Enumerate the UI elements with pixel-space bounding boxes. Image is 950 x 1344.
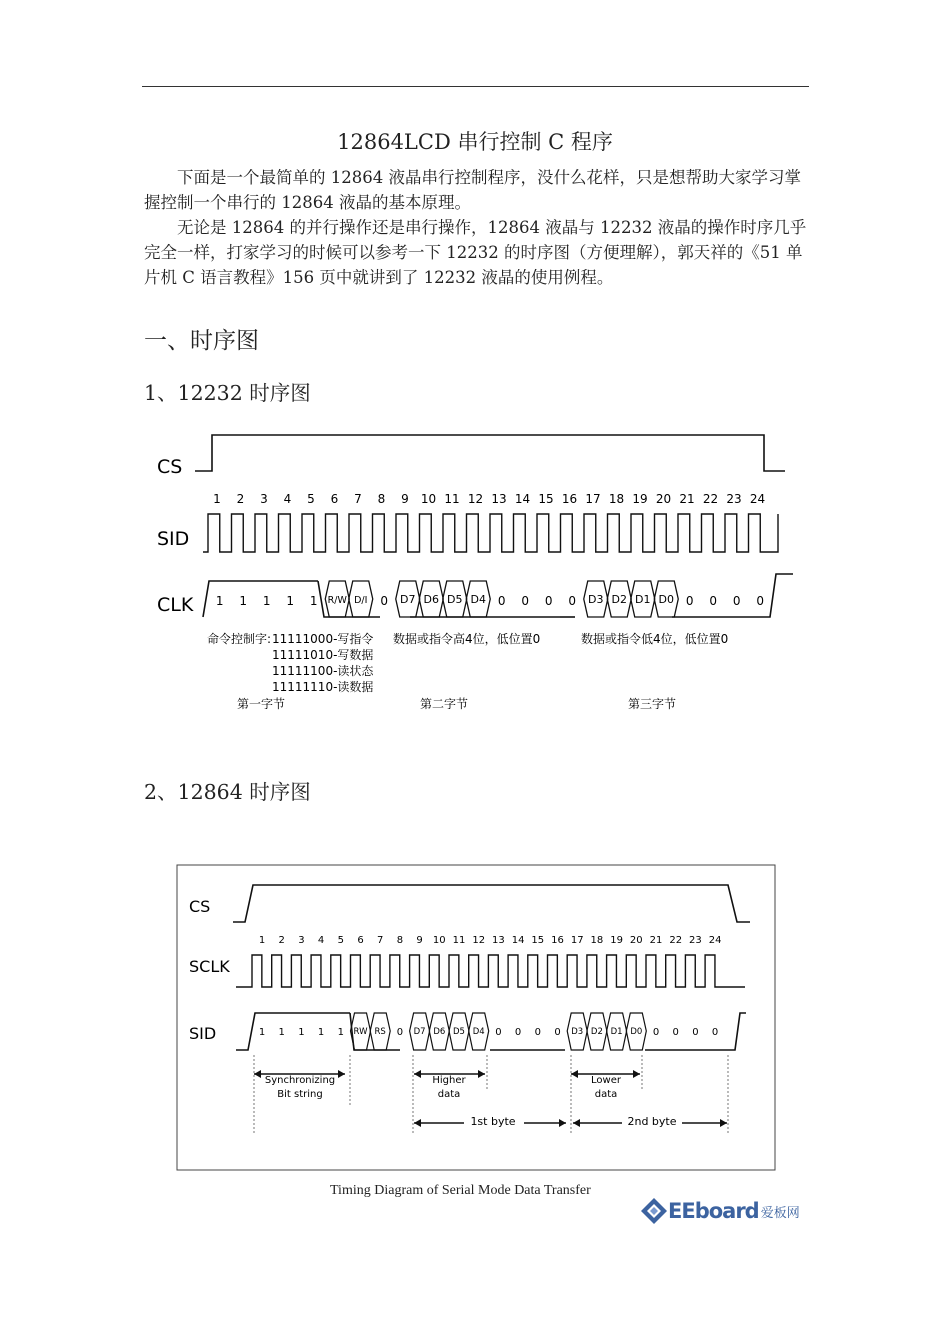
- clock-number: 1: [213, 492, 221, 506]
- byte1-label: 1st byte: [470, 1115, 516, 1128]
- high-bits-note: 数据或指令高4位，低位置0: [393, 632, 541, 646]
- clock-number: 22: [702, 492, 719, 506]
- figure-caption: Timing Diagram of Serial Mode Data Transfer: [330, 1183, 591, 1198]
- clock-number: 7: [354, 492, 362, 506]
- clock-number: 1: [258, 935, 266, 946]
- bit-label: 0: [495, 1027, 502, 1038]
- clock-number: 22: [669, 935, 683, 946]
- sid-data-start: [236, 1013, 350, 1050]
- higher-arrow-head-right: [478, 1070, 485, 1078]
- bit-label: RW: [353, 1027, 368, 1037]
- bit-label: D6: [423, 593, 439, 606]
- clock-number: 9: [401, 492, 409, 506]
- clock-number: 10: [420, 492, 437, 506]
- logo-text: EEboard: [668, 1199, 759, 1223]
- bit-label: 0: [672, 1027, 679, 1038]
- clock-number: 9: [416, 935, 423, 946]
- clock-number: 4: [317, 935, 325, 946]
- bit-label: D7: [413, 1027, 426, 1037]
- signal-label-sclk: SCLK: [189, 957, 230, 976]
- bit-label: 0: [709, 594, 718, 608]
- clock-number: 19: [610, 935, 623, 946]
- bit-label: 0: [396, 1027, 404, 1038]
- bit-label: 1: [337, 1027, 344, 1038]
- bit-label: 1: [239, 594, 248, 608]
- bit-label: 0: [692, 1027, 699, 1038]
- bit-label: 1: [262, 594, 271, 608]
- cs-waveform: [195, 435, 785, 471]
- clock-number: 2: [236, 492, 245, 506]
- bit-label: D/I: [354, 595, 368, 606]
- clock-number: 20: [629, 935, 643, 946]
- bit-label: 1: [317, 1027, 325, 1038]
- clock-number: 19: [632, 492, 648, 506]
- clock-number: 18: [590, 935, 604, 946]
- clock-number: 7: [377, 935, 384, 946]
- clock-number: 4: [283, 492, 292, 506]
- byte-label: 第二字节: [420, 697, 469, 711]
- bit-label: D2: [590, 1027, 603, 1037]
- bit-label: 0: [521, 594, 530, 608]
- clock-number: 14: [511, 935, 525, 946]
- clock-number: 21: [679, 492, 695, 506]
- bit-label: 1: [258, 1027, 266, 1038]
- bit-label: D2: [611, 593, 627, 606]
- command-note-title: 命令控制字:: [207, 632, 272, 646]
- clock-number: 15: [531, 935, 545, 946]
- signal-label-cs: CS: [157, 456, 183, 478]
- signal-label-sid: SID: [157, 528, 190, 550]
- sync-arrow-head-right: [338, 1070, 345, 1078]
- bit-label: D3: [571, 1027, 584, 1037]
- bit-label: 1: [215, 594, 224, 608]
- clock-number: 11: [444, 492, 460, 506]
- clock-number: 8: [396, 935, 404, 946]
- clock-number: 14: [514, 492, 531, 506]
- bit-label: 0: [652, 1027, 660, 1038]
- sync-arrow-head-left: [254, 1070, 261, 1078]
- bit-label: D7: [400, 593, 416, 606]
- clock-number: 23: [726, 492, 742, 506]
- clock-number: 13: [492, 935, 505, 946]
- bit-label: 0: [514, 1027, 522, 1038]
- higher-label: Higher: [432, 1075, 466, 1086]
- clock-number: 17: [570, 935, 584, 946]
- intro-paragraph-2: 无论是 12864 的并行操作还是串行操作，12864 液晶与 12232 液晶的操作时序几乎完全一样，打家学习的时候可以参考一下 12232 的时序图（方便理解），郭天祥的《51 单片机 C 语言教程》156 页中就讲到了 12232 液晶的使用例程。: [144, 218, 807, 287]
- document-title: 12864LCD 串行控制 C 程序: [337, 130, 613, 154]
- bit-label: 0: [544, 594, 553, 608]
- low-bits-note: 数据或指令低4位，低位置0: [581, 632, 729, 646]
- byte1-arrow-head-right: [559, 1119, 566, 1127]
- clock-number: 6: [357, 935, 364, 946]
- bit-label: D4: [470, 593, 486, 606]
- clock-number: 24: [749, 492, 766, 506]
- sync-label: Synchronizing: [264, 1075, 336, 1086]
- lower-label: data: [594, 1089, 618, 1100]
- clock-number: 17: [585, 492, 601, 506]
- bit-label: 0: [685, 594, 694, 608]
- lower-arrow-head-left: [571, 1070, 578, 1078]
- clock-number: 8: [377, 492, 386, 506]
- clock-number: 5: [307, 492, 315, 506]
- clock-number: 16: [561, 492, 578, 506]
- bit-label: 0: [534, 1027, 541, 1038]
- signal-label-clk: CLK: [157, 594, 194, 616]
- clock-number: 10: [432, 935, 446, 946]
- bit-label: 0: [380, 594, 389, 608]
- command-note: 11111010-写数据: [272, 648, 374, 662]
- clock-number: 3: [260, 492, 268, 506]
- bit-label: 1: [278, 1027, 285, 1038]
- intro-paragraph-1: 下面是一个最简单的 12864 液晶串行控制程序，没什么花样，只是想帮助大家学习掌握控制一个串行的 12864 液晶的基本原理。: [144, 168, 801, 212]
- subheading-12864: 2、12864 时序图: [144, 780, 311, 804]
- signal-label-cs: CS: [189, 897, 211, 916]
- bit-label: D1: [635, 593, 651, 606]
- section-heading-timing: 一、时序图: [144, 328, 259, 354]
- clock-number: 12: [472, 935, 486, 946]
- clock-number: 12: [467, 492, 484, 506]
- bit-label: D3: [588, 593, 604, 606]
- byte2-arrow-head-left: [573, 1119, 580, 1127]
- sclk-waveform: [236, 955, 745, 987]
- byte2-arrow-head-right: [720, 1119, 727, 1127]
- bit-label: D1: [610, 1027, 623, 1037]
- bit-label: 0: [711, 1027, 719, 1038]
- bit-label: 0: [732, 594, 741, 608]
- sid-clock-waveform: [203, 514, 778, 552]
- clock-number: 21: [649, 935, 663, 946]
- clock-number: 3: [298, 935, 305, 946]
- signal-label-sid: SID: [189, 1024, 217, 1043]
- bit-label: 0: [497, 594, 506, 608]
- bit-label: R/W: [327, 595, 347, 606]
- byte-label: 第一字节: [237, 697, 286, 711]
- clock-number: 20: [655, 492, 672, 506]
- subheading-12232: 1、12232 时序图: [144, 381, 311, 405]
- lower-label: Lower: [591, 1075, 621, 1086]
- clock-number: 16: [551, 935, 564, 946]
- clock-number: 2: [278, 935, 285, 946]
- command-note: 11111110-读数据: [272, 680, 374, 694]
- clock-number: 5: [337, 935, 344, 946]
- clock-number: 24: [708, 935, 722, 946]
- higher-label: data: [437, 1089, 461, 1100]
- eeboard-logo: [640, 1196, 800, 1226]
- bit-label: 1: [286, 594, 295, 608]
- bit-label: D6: [433, 1027, 446, 1037]
- bit-label: D0: [658, 593, 674, 606]
- clock-number: 15: [538, 492, 554, 506]
- higher-arrow-head-left: [414, 1070, 421, 1078]
- lower-arrow-head-right: [633, 1070, 640, 1078]
- cs-waveform: [233, 885, 750, 922]
- clock-number: 18: [608, 492, 625, 506]
- clock-number: 6: [330, 492, 339, 506]
- bit-label: 1: [298, 1027, 305, 1038]
- bit-label: D0: [630, 1027, 643, 1037]
- byte-label: 第三字节: [628, 697, 677, 711]
- logo-text-cn: 爱板网: [760, 1205, 800, 1221]
- byte1-arrow-head-left: [414, 1119, 421, 1127]
- bit-label: 1: [309, 594, 318, 608]
- clock-number: 13: [491, 492, 507, 506]
- sync-label: Bit string: [277, 1089, 323, 1100]
- eeboard-logo-icon: [640, 1197, 668, 1225]
- bit-label: RS: [374, 1027, 386, 1037]
- bit-label: D4: [472, 1027, 485, 1037]
- bit-label: 0: [554, 1027, 561, 1038]
- clock-number: 23: [689, 935, 702, 946]
- byte2-label: 2nd byte: [627, 1115, 677, 1128]
- command-note: 11111100-读状态: [272, 664, 374, 678]
- bit-label: D5: [453, 1027, 465, 1037]
- bit-label: D5: [447, 593, 463, 606]
- bit-label: 0: [756, 594, 765, 608]
- bit-label: 0: [568, 594, 577, 608]
- clock-number: 11: [452, 935, 466, 946]
- command-note: 11111000-写指令: [272, 632, 374, 646]
